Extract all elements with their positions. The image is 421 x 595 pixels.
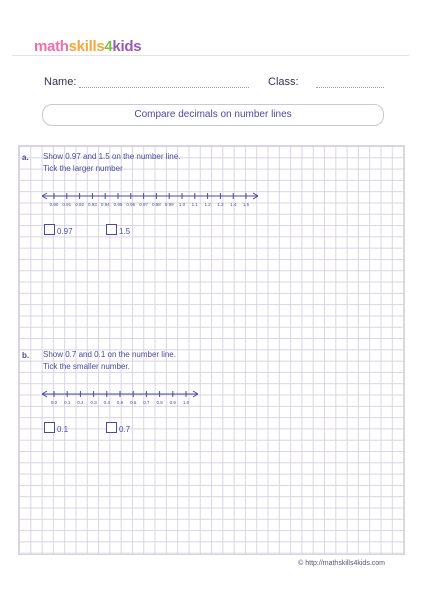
question-b-line2: Tick the smaller number. <box>43 362 130 371</box>
checkbox-option-b2[interactable] <box>106 422 117 433</box>
class-label: Class: <box>268 76 299 88</box>
number-line-b-tick-label: 0.7 <box>143 400 150 405</box>
logo-part-skills: skills <box>68 38 105 55</box>
option-b2-label: 0.7 <box>119 425 131 434</box>
number-line-a-tick-label: 0.90 <box>49 202 59 207</box>
logo <box>34 38 141 55</box>
number-line-a-tick-label: 1.1 <box>191 202 198 207</box>
number-line-a-tick-label: 1.5 <box>242 202 250 207</box>
number-line-a-tick-label: 0.98 <box>152 202 161 207</box>
option-a2-label: 1.5 <box>119 227 131 236</box>
logo-part-math: math <box>34 38 69 55</box>
name-row <box>44 76 249 88</box>
footer-copyright: © http://mathskills4kids.com <box>298 560 385 567</box>
name-label: Name: <box>44 76 77 88</box>
logo-part-4: 4 <box>104 38 113 55</box>
question-b-line1: Show 0.7 and 0.1 on the number line. <box>43 350 176 359</box>
class-field[interactable] <box>316 77 384 88</box>
number-line-a-tick-label: 0.96 <box>126 202 136 207</box>
number-line-a-tick-label: 0.95 <box>113 202 123 207</box>
number-line-a-tick-label: 1.3 <box>217 202 224 207</box>
number-line-b-tick-label: 0.2 <box>77 400 84 405</box>
checkbox-option-a2[interactable] <box>106 224 117 235</box>
number-line-a-tick-label: 0.94 <box>100 202 110 207</box>
number-line-b-tick-label: 0.4 <box>103 400 110 405</box>
question-a-text <box>43 151 180 175</box>
number-line-b[interactable] <box>40 388 200 410</box>
question-a-line2: Tick the larger number <box>43 164 123 173</box>
number-line-b-tick-label: 0.6 <box>130 400 137 405</box>
number-line-b-tick-label: 0.9 <box>169 400 176 405</box>
question-a-label: a. <box>22 153 29 162</box>
question-b-label: b. <box>22 351 30 360</box>
number-line-b-tick-label: 0.1 <box>64 400 71 405</box>
number-line-a-tick-label: 0.92 <box>75 202 84 207</box>
name-field[interactable] <box>79 77 249 88</box>
number-line-a-tick-label: 0.91 <box>62 202 72 207</box>
class-row <box>268 76 384 88</box>
number-line-b-tick-label: 0.0 <box>50 400 58 405</box>
number-line-a-tick-label: 1.0 <box>178 202 186 207</box>
number-line-b-tick-label: 1.0 <box>182 400 190 405</box>
question-b-text <box>43 349 176 373</box>
number-line-b-tick-label: 0.3 <box>90 400 97 405</box>
number-line-a-tick-label: 1.2 <box>204 202 211 207</box>
question-a-line1: Show 0.97 and 1.5 on the number line. <box>43 152 181 161</box>
header-divider <box>12 55 409 56</box>
checkbox-option-a1[interactable] <box>44 224 55 235</box>
option-a1-label: 0.97 <box>57 227 73 236</box>
logo-part-kids: kids <box>112 38 142 55</box>
number-line-a-tick-label: 1.4 <box>230 202 237 207</box>
number-line-a-tick-label: 0.97 <box>139 202 148 207</box>
checkbox-option-b1[interactable] <box>44 422 55 433</box>
number-line-a-tick-label: 0.93 <box>88 202 97 207</box>
worksheet-title: Compare decimals on number lines <box>42 104 384 126</box>
number-line-a-tick-label: 0.99 <box>164 202 174 207</box>
number-line-b-tick-label: 0.5 <box>116 400 124 405</box>
number-line-a[interactable] <box>40 190 260 212</box>
number-line-b-tick-label: 0.8 <box>156 400 163 405</box>
option-b1-label: 0.1 <box>57 425 69 434</box>
